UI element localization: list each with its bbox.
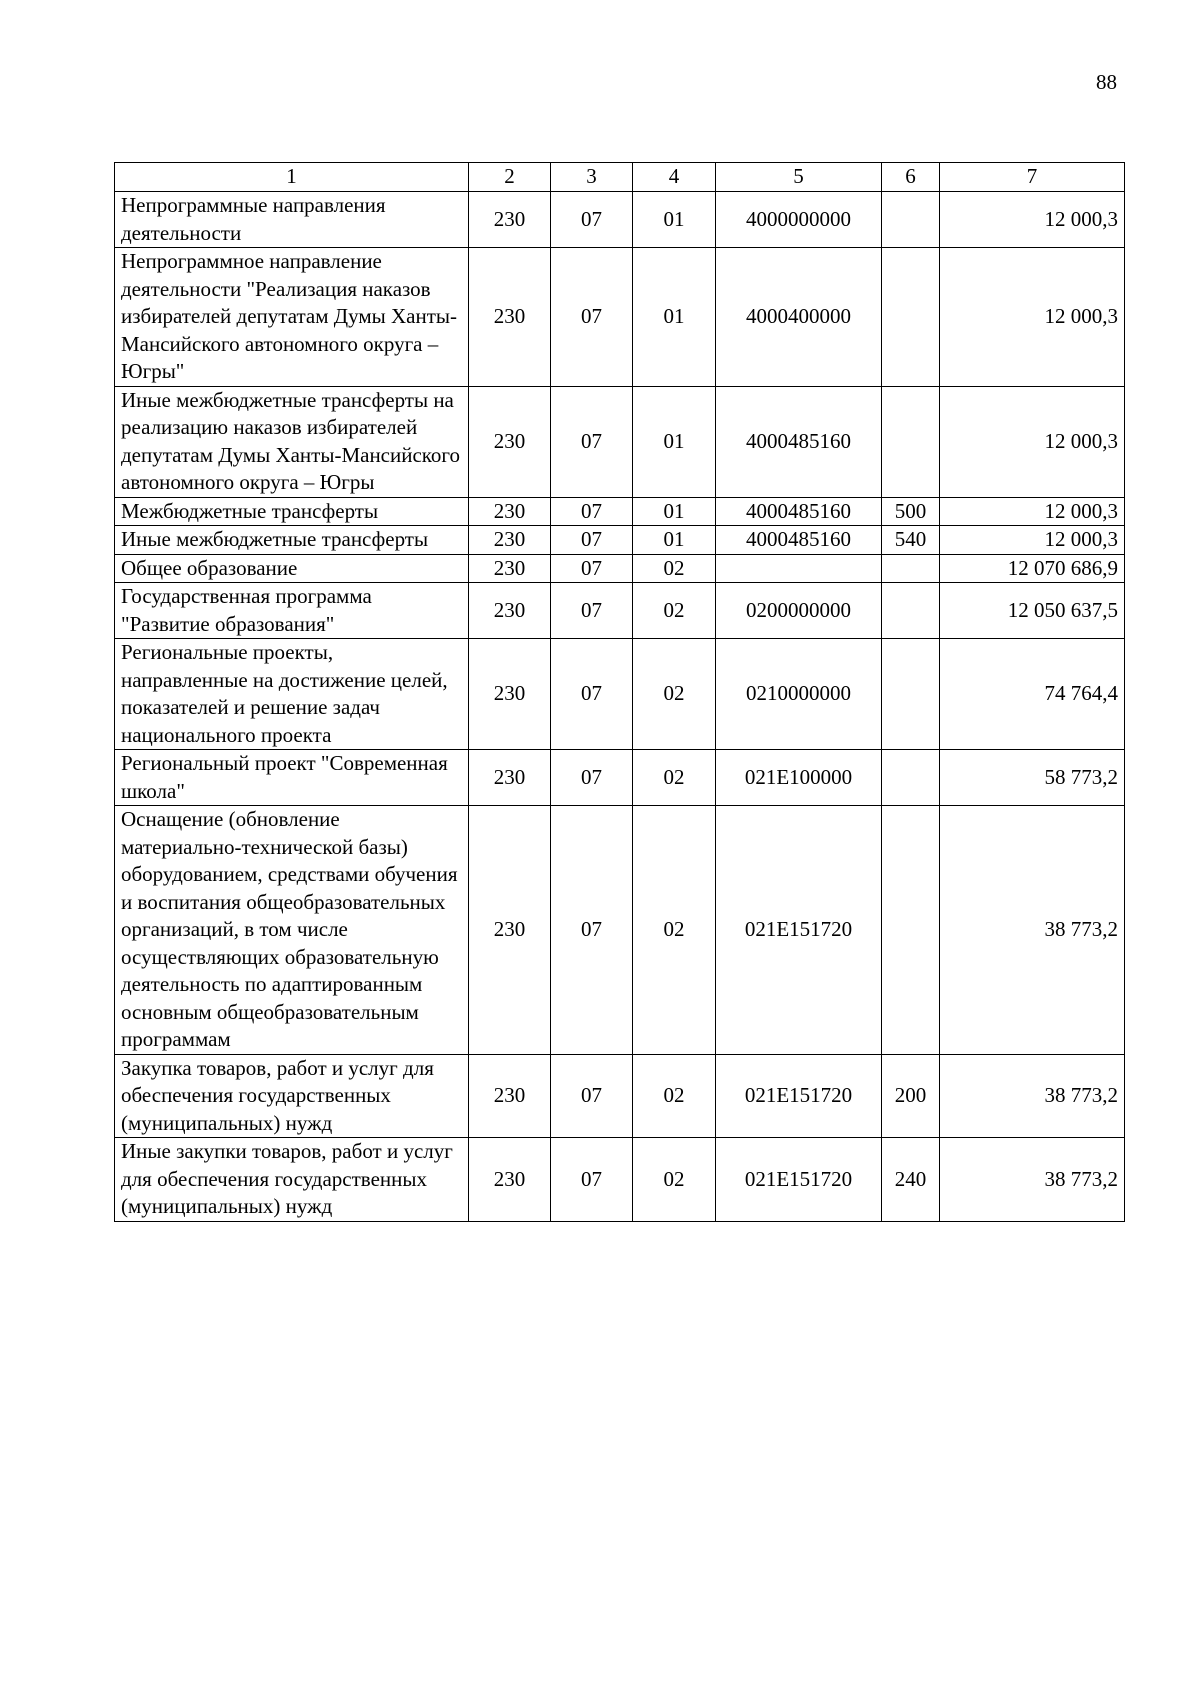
row-code-2: 230 (469, 386, 551, 497)
row-code-4: 02 (633, 750, 716, 806)
row-code-3: 07 (551, 639, 633, 750)
row-amount: 12 000,3 (940, 192, 1125, 248)
row-amount: 74 764,4 (940, 639, 1125, 750)
table-row (115, 750, 1125, 806)
header-cell: 3 (551, 163, 633, 192)
row-name: Непрограммное направление деятельности "Реализация наказов избирателей депутатам Думы Ханты-Мансийского автономного округа – Югры" (115, 248, 469, 387)
row-code-6: 200 (882, 1054, 940, 1138)
row-name: Межбюджетные трансферты (115, 497, 469, 526)
row-code-2: 230 (469, 583, 551, 639)
row-name: Иные межбюджетные трансферты (115, 526, 469, 555)
row-code-2: 230 (469, 806, 551, 1055)
row-code-5 (716, 554, 882, 583)
table-row (115, 806, 1125, 1055)
table-row (115, 248, 1125, 387)
row-amount: 38 773,2 (940, 1138, 1125, 1222)
row-code-2: 230 (469, 192, 551, 248)
row-code-5: 4000000000 (716, 192, 882, 248)
table-row (115, 1054, 1125, 1138)
row-name: Закупка товаров, работ и услуг для обеспечения государственных (муниципальных) нужд (115, 1054, 469, 1138)
table-row (115, 497, 1125, 526)
row-code-5: 4000485160 (716, 386, 882, 497)
row-code-2: 230 (469, 639, 551, 750)
row-code-6 (882, 192, 940, 248)
row-name: Непрограммные направления деятельности (115, 192, 469, 248)
row-code-4: 01 (633, 497, 716, 526)
row-code-6 (882, 386, 940, 497)
table-row (115, 554, 1125, 583)
row-code-2: 230 (469, 750, 551, 806)
row-code-6: 540 (882, 526, 940, 555)
table-row (115, 192, 1125, 248)
row-amount: 12 000,3 (940, 526, 1125, 555)
row-code-3: 07 (551, 554, 633, 583)
row-code-5: 021E100000 (716, 750, 882, 806)
row-code-3: 07 (551, 248, 633, 387)
header-cell: 1 (115, 163, 469, 192)
row-code-4: 01 (633, 248, 716, 387)
row-code-5: 4000485160 (716, 526, 882, 555)
row-code-5: 021E151720 (716, 806, 882, 1055)
row-code-6 (882, 806, 940, 1055)
row-code-6 (882, 750, 940, 806)
header-cell: 6 (882, 163, 940, 192)
page-number: 88 (1096, 70, 1117, 94)
table-row (115, 386, 1125, 497)
row-code-4: 01 (633, 386, 716, 497)
row-code-3: 07 (551, 386, 633, 497)
table-row (115, 583, 1125, 639)
row-code-2: 230 (469, 497, 551, 526)
row-name: Государственная программа "Развитие образования" (115, 583, 469, 639)
row-code-2: 230 (469, 1054, 551, 1138)
row-code-4: 01 (633, 526, 716, 555)
row-code-3: 07 (551, 1054, 633, 1138)
row-name: Иные межбюджетные трансферты на реализацию наказов избирателей депутатам Думы Ханты-Мансийского автономного округа – Югры (115, 386, 469, 497)
row-name: Региональные проекты, направленные на достижение целей, показателей и решение задач национального проекта (115, 639, 469, 750)
row-code-6: 240 (882, 1138, 940, 1222)
row-code-2: 230 (469, 526, 551, 555)
row-amount: 12 000,3 (940, 497, 1125, 526)
row-name: Иные закупки товаров, работ и услуг для обеспечения государственных (муниципальных) нужд (115, 1138, 469, 1222)
header-cell: 7 (940, 163, 1125, 192)
row-code-3: 07 (551, 750, 633, 806)
row-code-6: 500 (882, 497, 940, 526)
header-row (115, 163, 1125, 192)
row-amount: 58 773,2 (940, 750, 1125, 806)
row-amount: 12 000,3 (940, 386, 1125, 497)
header-cell: 2 (469, 163, 551, 192)
header-cell: 5 (716, 163, 882, 192)
row-code-2: 230 (469, 1138, 551, 1222)
table-row (115, 526, 1125, 555)
row-code-4: 02 (633, 806, 716, 1055)
row-code-5: 4000485160 (716, 497, 882, 526)
row-code-4: 02 (633, 1138, 716, 1222)
row-code-5: 0210000000 (716, 639, 882, 750)
row-code-3: 07 (551, 526, 633, 555)
row-code-3: 07 (551, 583, 633, 639)
row-code-5: 4000400000 (716, 248, 882, 387)
budget-table (114, 162, 1125, 1222)
row-code-6 (882, 583, 940, 639)
row-amount: 38 773,2 (940, 806, 1125, 1055)
row-code-5: 021E151720 (716, 1138, 882, 1222)
row-code-3: 07 (551, 192, 633, 248)
row-amount: 12 070 686,9 (940, 554, 1125, 583)
row-code-5: 021E151720 (716, 1054, 882, 1138)
row-name: Оснащение (обновление материально-технической базы) оборудованием, средствами обучения и воспитания общеобразовательных организаций, в том числе осуществляющих образовательную деятельность по адаптированным основным общеобразовательным программам (115, 806, 469, 1055)
table-row (115, 1138, 1125, 1222)
row-code-4: 02 (633, 554, 716, 583)
row-code-2: 230 (469, 554, 551, 583)
row-amount: 12 000,3 (940, 248, 1125, 387)
row-name: Общее образование (115, 554, 469, 583)
row-name: Региональный проект "Современная школа" (115, 750, 469, 806)
row-code-6 (882, 639, 940, 750)
row-code-4: 02 (633, 583, 716, 639)
row-code-5: 0200000000 (716, 583, 882, 639)
table-row (115, 639, 1125, 750)
row-amount: 12 050 637,5 (940, 583, 1125, 639)
row-code-4: 01 (633, 192, 716, 248)
row-amount: 38 773,2 (940, 1054, 1125, 1138)
row-code-3: 07 (551, 1138, 633, 1222)
row-code-4: 02 (633, 1054, 716, 1138)
row-code-3: 07 (551, 497, 633, 526)
row-code-4: 02 (633, 639, 716, 750)
row-code-6 (882, 248, 940, 387)
row-code-2: 230 (469, 248, 551, 387)
header-cell: 4 (633, 163, 716, 192)
row-code-6 (882, 554, 940, 583)
row-code-3: 07 (551, 806, 633, 1055)
